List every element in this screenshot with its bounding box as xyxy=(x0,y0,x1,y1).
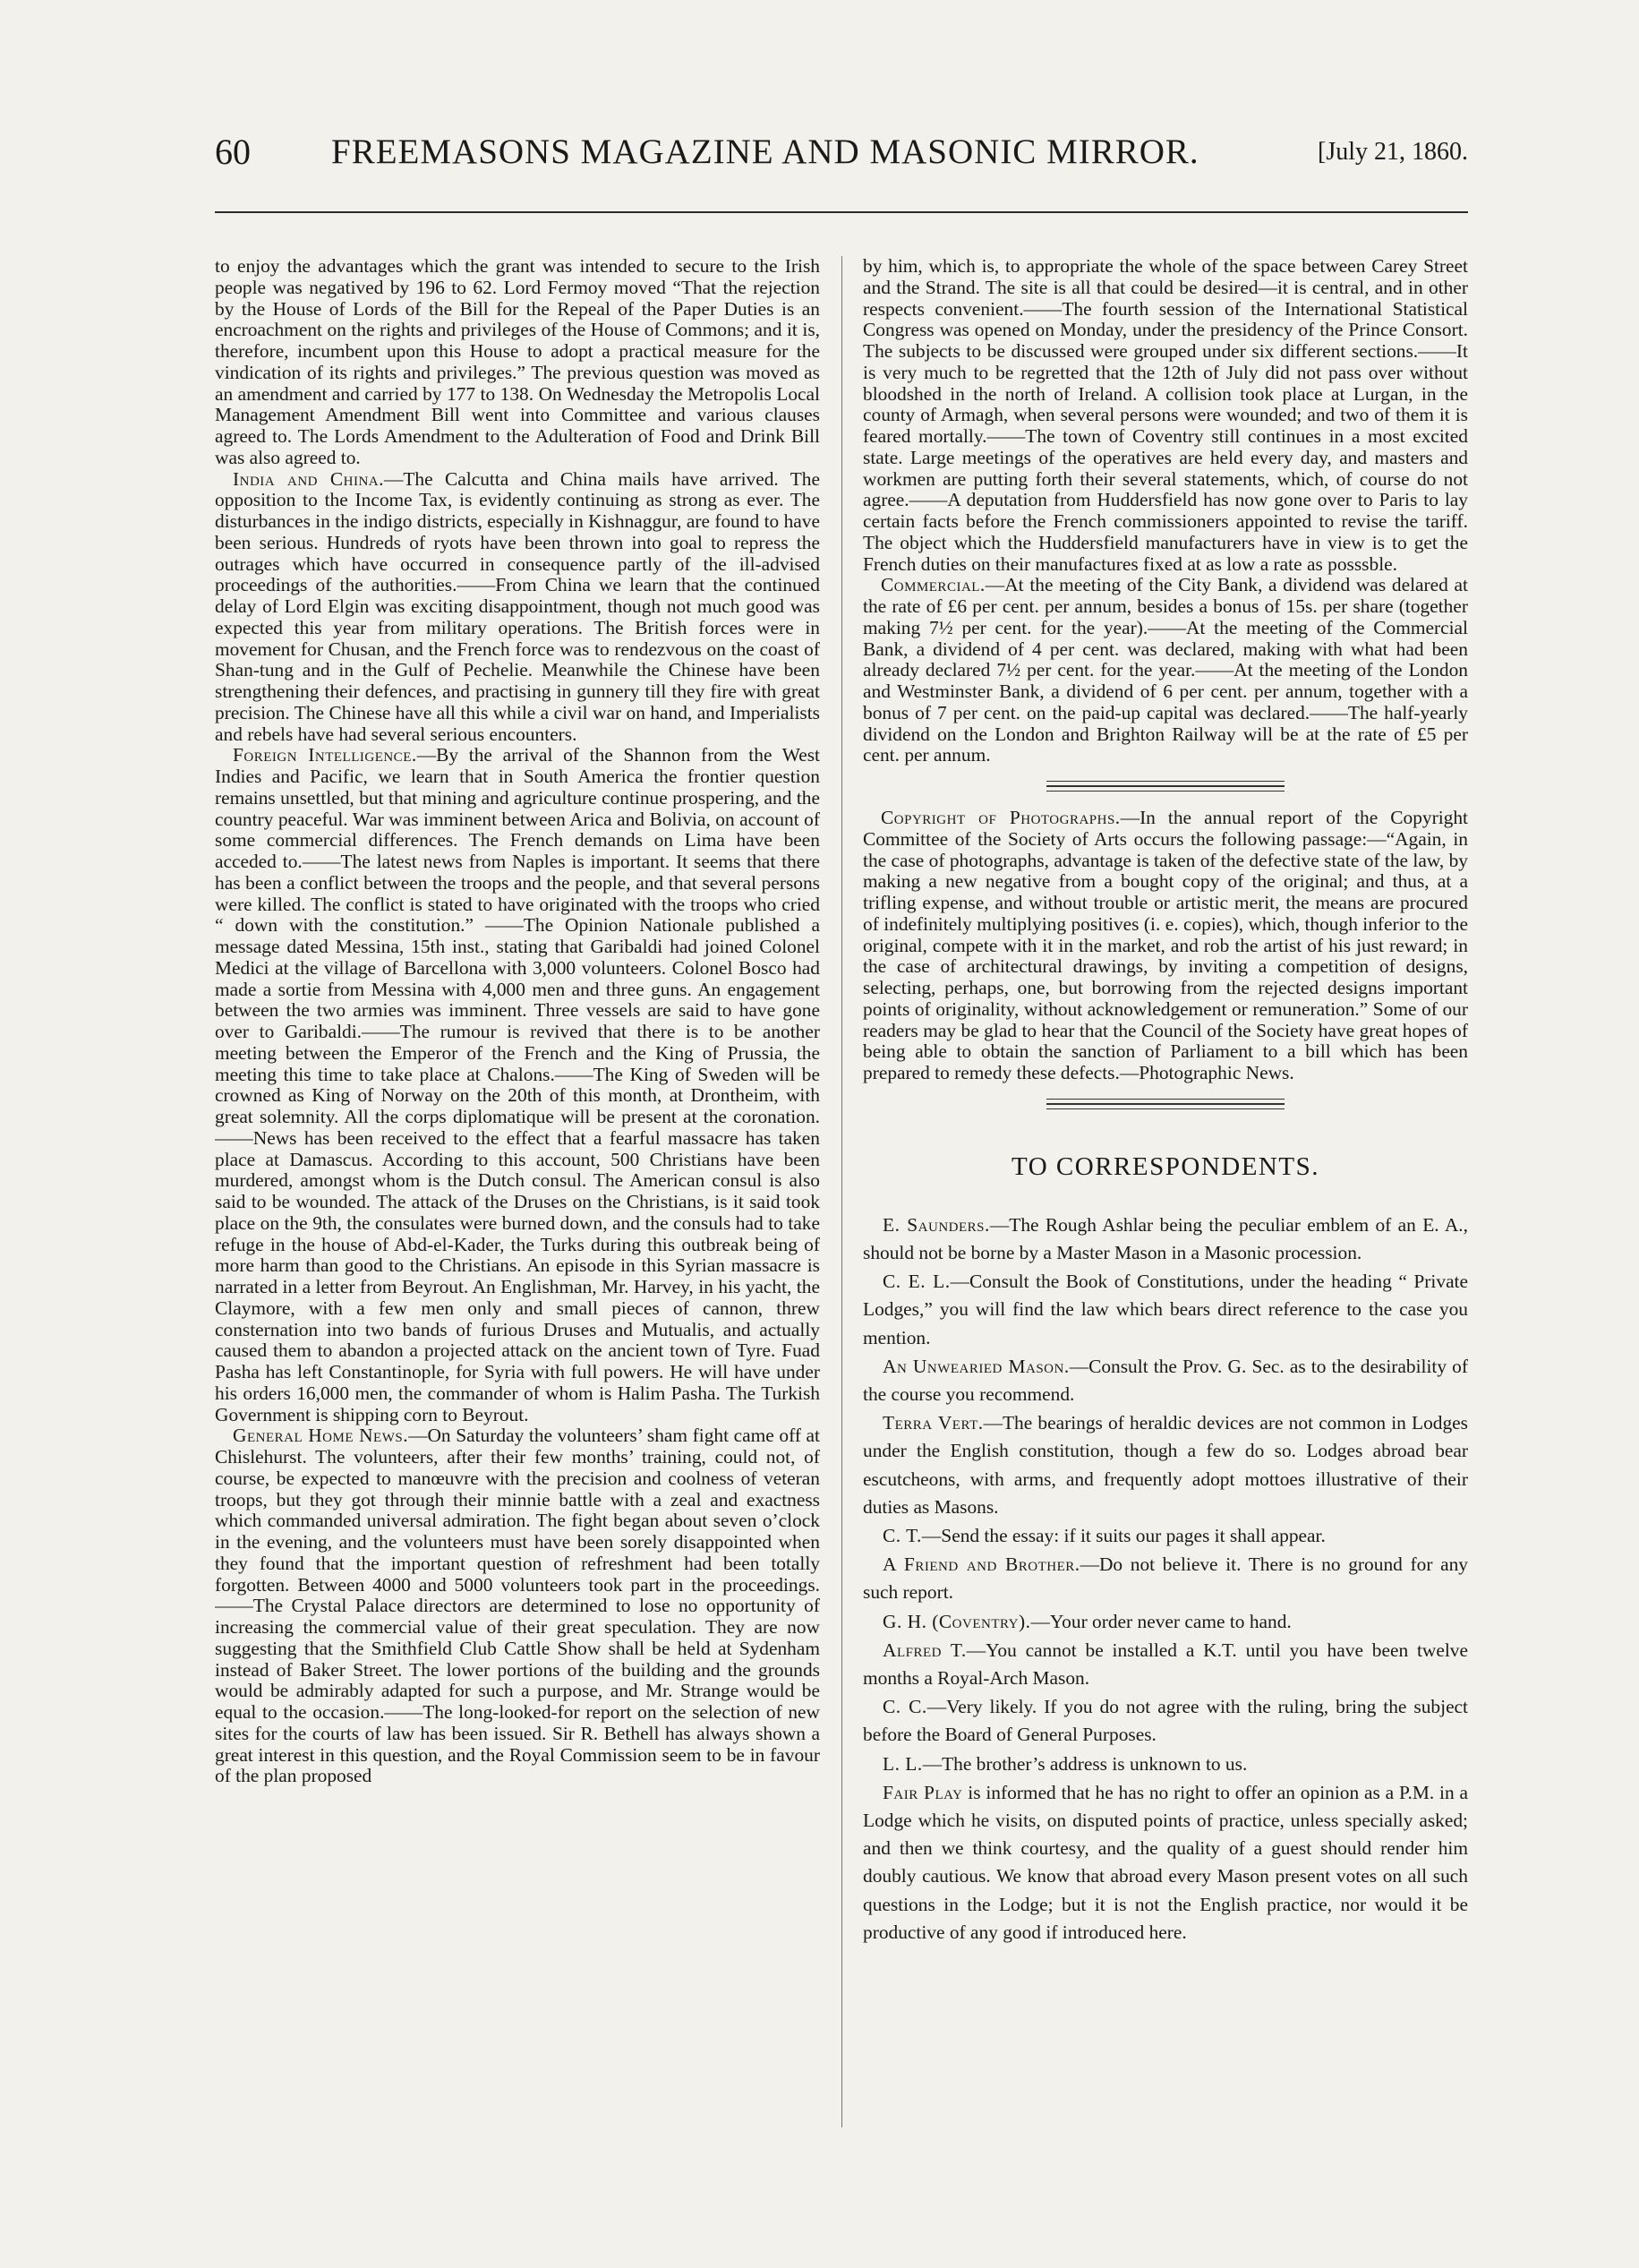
article-text: —By the arrival of the Shannon from the West Indies and Pacific, we learn that in South America the frontier question remains unsettled, but that mining and agriculture continue prospering, and the country peaceful. War was imminent between Arica and Bolivia, on account of some commercial differences. The French demands on Lima have been acceded to.——The latest news from Naples is important. It seems that there has been a conflict between the troops and the people, and that several persons were killed. The conflict is stated to have originated with the troops who cried “ down with the constitution.” ——The Opinion Nationale published a message dated Messina, 15th inst., stating that Garibaldi had joined Colonel Medici at the village of Barcellona with 3,000 volunteers. Colonel Bosco had made a sortie from Messina with 4,000 men and three guns. An engagement between the two armies was imminent. Three vessels are said to have gone over to Garibaldi.——The rumour is revived that there is to be another meeting between the Emperor of the French and the King of Prussia, the meeting this time to take place at Chalons.——The King of Sweden will be crowned as King of Norway on the 20th of this month, at Drontheim, with great solemnity. All the corps diplomatique will be present at the coronation.——News has been received to the effect that a fearful massacre has taken place at Damascus. According to this account, 500 Christians have been murdered, amongst whom is the Dutch consul. The American consul is also said to be wounded. The attack of the Druses on the Christians, is it said took place on the 9th, the consulates were burned down, and the consuls had to take refuge in the house of Abd-el-Kader, the Turks during this outbreak being of more harm than good to the Christians. An episode in this Syrian massacre is narrated in a letter from Beyrout. An Englishman, Mr. Harvey, in his yacht, the Claymore, with a few men only and small pieces of cannon, threw consternation into two bands of furious Druses and Mutualis, and actually caused them to abandon a projected attack on the ancient town of Tyre. Fuad Pasha has left Constantinople, for Syria with full powers. He will have under his orders 16,000 men, the commander of whom is Halim Pasha. The Turkish Government is shipping corn to Beyrout. xyxy=(215,744,820,1425)
correspondent-item xyxy=(863,1693,1468,1749)
correspondent-reply: —Send the essay: if it suits our pages it shall appear. xyxy=(921,1524,1326,1546)
correspondent-reply: —The Rough Ashlar being the peculiar emblem of an E. A., should not be borne by a Master Mason in a Masonic procession. xyxy=(863,1213,1468,1263)
correspondent-reply: —The brother’s address is unknown to us. xyxy=(922,1752,1248,1775)
correspondent-reply: —Very likely. If you do not agree with the ruling, bring the subject before the Board of General Purposes. xyxy=(863,1696,1468,1746)
page-number: 60 xyxy=(215,132,251,172)
correspondent-item xyxy=(863,1551,1468,1606)
header-rule xyxy=(215,211,1468,213)
correspondent-item xyxy=(863,1522,1468,1550)
correspondent-reply: is informed that he has no right to offer an opinion as a P.M. in a Lodge which he visits, on disputed points of practice, unless specially asked; and then we think courtesy, and the quality of a guest should render him doubly cautious. We know that abroad every Mason present votes on all such questions in the Lodge; but it is not the English practice, nor would it be productive of any good if introduced here. xyxy=(863,1781,1468,1943)
correspondent-reply: —The bearings of heraldic devices are not common in Lodges under the English constitution, though a few do so. Lodges abroad bear escutcheons, with arms, and frequently adopt mottoes illustrative of their duties as Masons. xyxy=(863,1412,1468,1518)
correspondent-item xyxy=(863,1353,1468,1408)
article-heading: Commercial. xyxy=(881,574,986,596)
correspondent-item xyxy=(863,1608,1468,1636)
article-heading: General Home News. xyxy=(233,1425,409,1447)
correspondent-name: C. T. xyxy=(883,1524,922,1546)
right-column xyxy=(863,256,1468,2154)
correspondent-name: Fair Play xyxy=(883,1781,963,1803)
correspondent-reply: —Consult the Book of Constitutions, under the heading “ Private Lodges,” you will find the law which bears direct reference to the case you mention. xyxy=(863,1271,1468,1348)
correspondent-reply: —Your order never came to hand. xyxy=(1030,1610,1292,1632)
page-header xyxy=(215,125,1468,179)
correspondent-name: Alfred T. xyxy=(883,1639,967,1661)
article-india-and-china xyxy=(215,469,820,746)
article-text: —At the meeting of the City Bank, a dividend was delared at the rate of £6 per cent. per annum, besides a bonus of 15s. per share (together making 7½ per cent. for the year).——At the meeting of the Commercial Bank, a dividend of 4 per cent. was declared, making with what had been already declared 7½ per cent. for the year.——At the meeting of the London and Westminster Bank, a dividend of 6 per cent. per annum, together with a bonus of 7 per cent. on the paid-up capital was declared.——The half-yearly dividend on the London and Brighton Railway will be at the rate of £5 per cent. per annum. xyxy=(863,574,1468,766)
correspondent-name: L. L. xyxy=(883,1752,923,1775)
article-home-news-continued xyxy=(863,256,1468,575)
article-copyright-of-photographs xyxy=(863,808,1468,1084)
article-commercial xyxy=(863,575,1468,766)
left-column xyxy=(215,256,820,2190)
article-general-home-news xyxy=(215,1425,820,1787)
correspondent-reply: —You cannot be installed a K.T. until you have been twelve months a Royal-Arch Mason. xyxy=(863,1639,1468,1689)
correspondent-item xyxy=(863,1779,1468,1947)
correspondent-name: C. E. L. xyxy=(883,1271,951,1293)
correspondent-item xyxy=(863,1637,1468,1692)
masthead-title: FREEMASONS MAGAZINE AND MASONIC MIRROR. xyxy=(331,133,1199,171)
issue-date: [July 21, 1860. xyxy=(1318,138,1468,166)
correspondent-item xyxy=(863,1750,1468,1778)
article-parliament-continued xyxy=(215,256,820,469)
section-separator xyxy=(863,1084,1468,1125)
section-separator xyxy=(863,766,1468,808)
article-heading: Copyright of Photographs. xyxy=(881,807,1121,828)
correspondent-name: G. H. (Coventry). xyxy=(883,1610,1031,1632)
article-foreign-intelligence xyxy=(215,745,820,1425)
article-heading: Foreign Intelligence. xyxy=(233,744,417,766)
correspondent-reply: —Consult the Prov. G. Sec. as to the desirability of the course you recommend. xyxy=(863,1355,1468,1405)
correspondent-name: An Unwearied Mason. xyxy=(883,1355,1070,1377)
article-text: by him, which is, to appropriate the whole of the space between Carey Street and the Strand. The site is all that could be desired—it is central, and in other respects convenient.——The fourth session of the International Statistical Congress was opened on Monday, under the presidency of the Prince Consort. The subjects to be discussed were grouped under six different sections.——It is very much to be regretted that the 12th of July did not pass over without bloodshed in the north of Ireland. A collision took place at Lurgan, in the county of Armagh, when several persons were wounded; and two of them it is feared mortally.——The town of Coventry still continues in a most excited state. Large meetings of the operatives are held every day, and masters and workmen are putting forth their several statements, which, of course do not agree.——A deputation from Huddersfield has now gone over to Paris to lay certain facts before the French commissioners appointed to revise the tariff. The object which the Huddersfield manufacturers have in view is to get the French duties on their manufactures fixed at as low a rate as posssble. xyxy=(863,256,1468,575)
correspondent-name: A Friend and Brother. xyxy=(883,1553,1080,1576)
correspondent-item xyxy=(863,1211,1468,1267)
article-heading: India and China. xyxy=(233,467,384,490)
correspondent-item xyxy=(863,1409,1468,1521)
correspondent-name: E. Saunders. xyxy=(883,1213,990,1236)
column-divider xyxy=(841,256,842,2127)
correspondents-heading: TO CORRESPONDENTS. xyxy=(1012,1151,1319,1181)
correspondents-list xyxy=(863,1211,1468,1947)
article-text: —In the annual report of the Copyright Committee of the Society of Arts occurs the following passage:—“Again, in the case of photographs, advantage is taken of the defective state of the law, by making a new negative from a bought copy of the original; and thus, at a trifling expense, and without trouble or artistic merit, the means are procured of indefinitely multiplying positives (i. e. copies), which, though inferior to the original, compete with it in the market, and rob the artist of his just reward; in the case of architectural drawings, by inviting a competition of designs, selecting, perhaps, one, but borrowing from the rejected designs important points of originality, without acknowledgement or remuneration.” Some of our readers may be glad to hear that the Council of the Society have great hopes of being able to obtain the sanction of Parliament to a bill which has been prepared to remedy these defects.—Photographic News. xyxy=(863,807,1468,1083)
article-text: to enjoy the advantages which the grant was intended to secure to the Irish people was negatived by 196 to 62. Lord Fermoy moved “That the rejection by the House of Lords of the Bill for the Repeal of the Paper Duties is an encroachment on the rights and privileges of the House of Commons; and it is, therefore, incumbent upon this House to adopt a practical measure for the vindication of its rights and privileges.” The previous question was moved as an amendment and carried by 177 to 138. On Wednesday the Metropolis Local Management Amendment Bill went into Committee and various clauses agreed to. The Lords Amendment to the Adulteration of Food and Drink Bill was also agreed to. xyxy=(215,256,820,468)
article-text: —On Saturday the volunteers’ sham fight came off at Chislehurst. The volunteers, after their few months’ training, could not, of course, be expected to manœuvre with the precision and coolness of veteran troops, but they got through their minnie battle with a zeal and exactness which commanded universal admiration. The fight began about seven o’clock in the evening, and the volunteers must have been sorely disappointed when they found that the important question of refreshment had been totally forgotten. Between 4000 and 5000 volunteers took part in the proceedings.——The Crystal Palace directors are determined to lose no opportunity of increasing the commercial value of their great speculation. They are now suggesting that the Smithfield Club Cattle Show shall be held at Sydenham instead of Baker Street. The lower portions of the building and the grounds would be admirably adapted for such a purpose, and Mr. Strange would be equal to the occasion.——The long-looked-for report on the selection of new sites for the courts of law has been issued. Sir R. Bethell has always shown a great interest in this question, and the Royal Commission seem to be in favour of the plan proposed xyxy=(215,1425,820,1787)
correspondent-reply: —Do not believe it. There is no ground for any such report. xyxy=(863,1553,1468,1604)
correspondent-name: C. C. xyxy=(883,1696,927,1718)
correspondent-name: Terra Vert. xyxy=(883,1412,984,1434)
article-text: —The Calcutta and China mails have arrived. The opposition to the Income Tax, is evidently continuing as strong as ever. The disturbances in the indigo districts, especially in Kishnaggur, are found to have been serious. Hundreds of ryots have been thrown into goal to repress the outrages which have occurred in consequence partly of the ill-advised proceedings of the authorities.——From China we learn that the continued delay of Lord Elgin was exciting disappointment, though not much good was expected this year from military operations. The British forces were in movement for Chusan, and the French force was to rendezvous on the coast of Shan-tung and in the Gulf of Pechelie. Meanwhile the Chinese have been strengthening their defences, and practising in gunnery till they fire with great precision. The Chinese have all this while a civil war on hand, and Imperialists and rebels have had several serious encounters. xyxy=(215,467,820,745)
correspondent-item xyxy=(863,1268,1468,1352)
